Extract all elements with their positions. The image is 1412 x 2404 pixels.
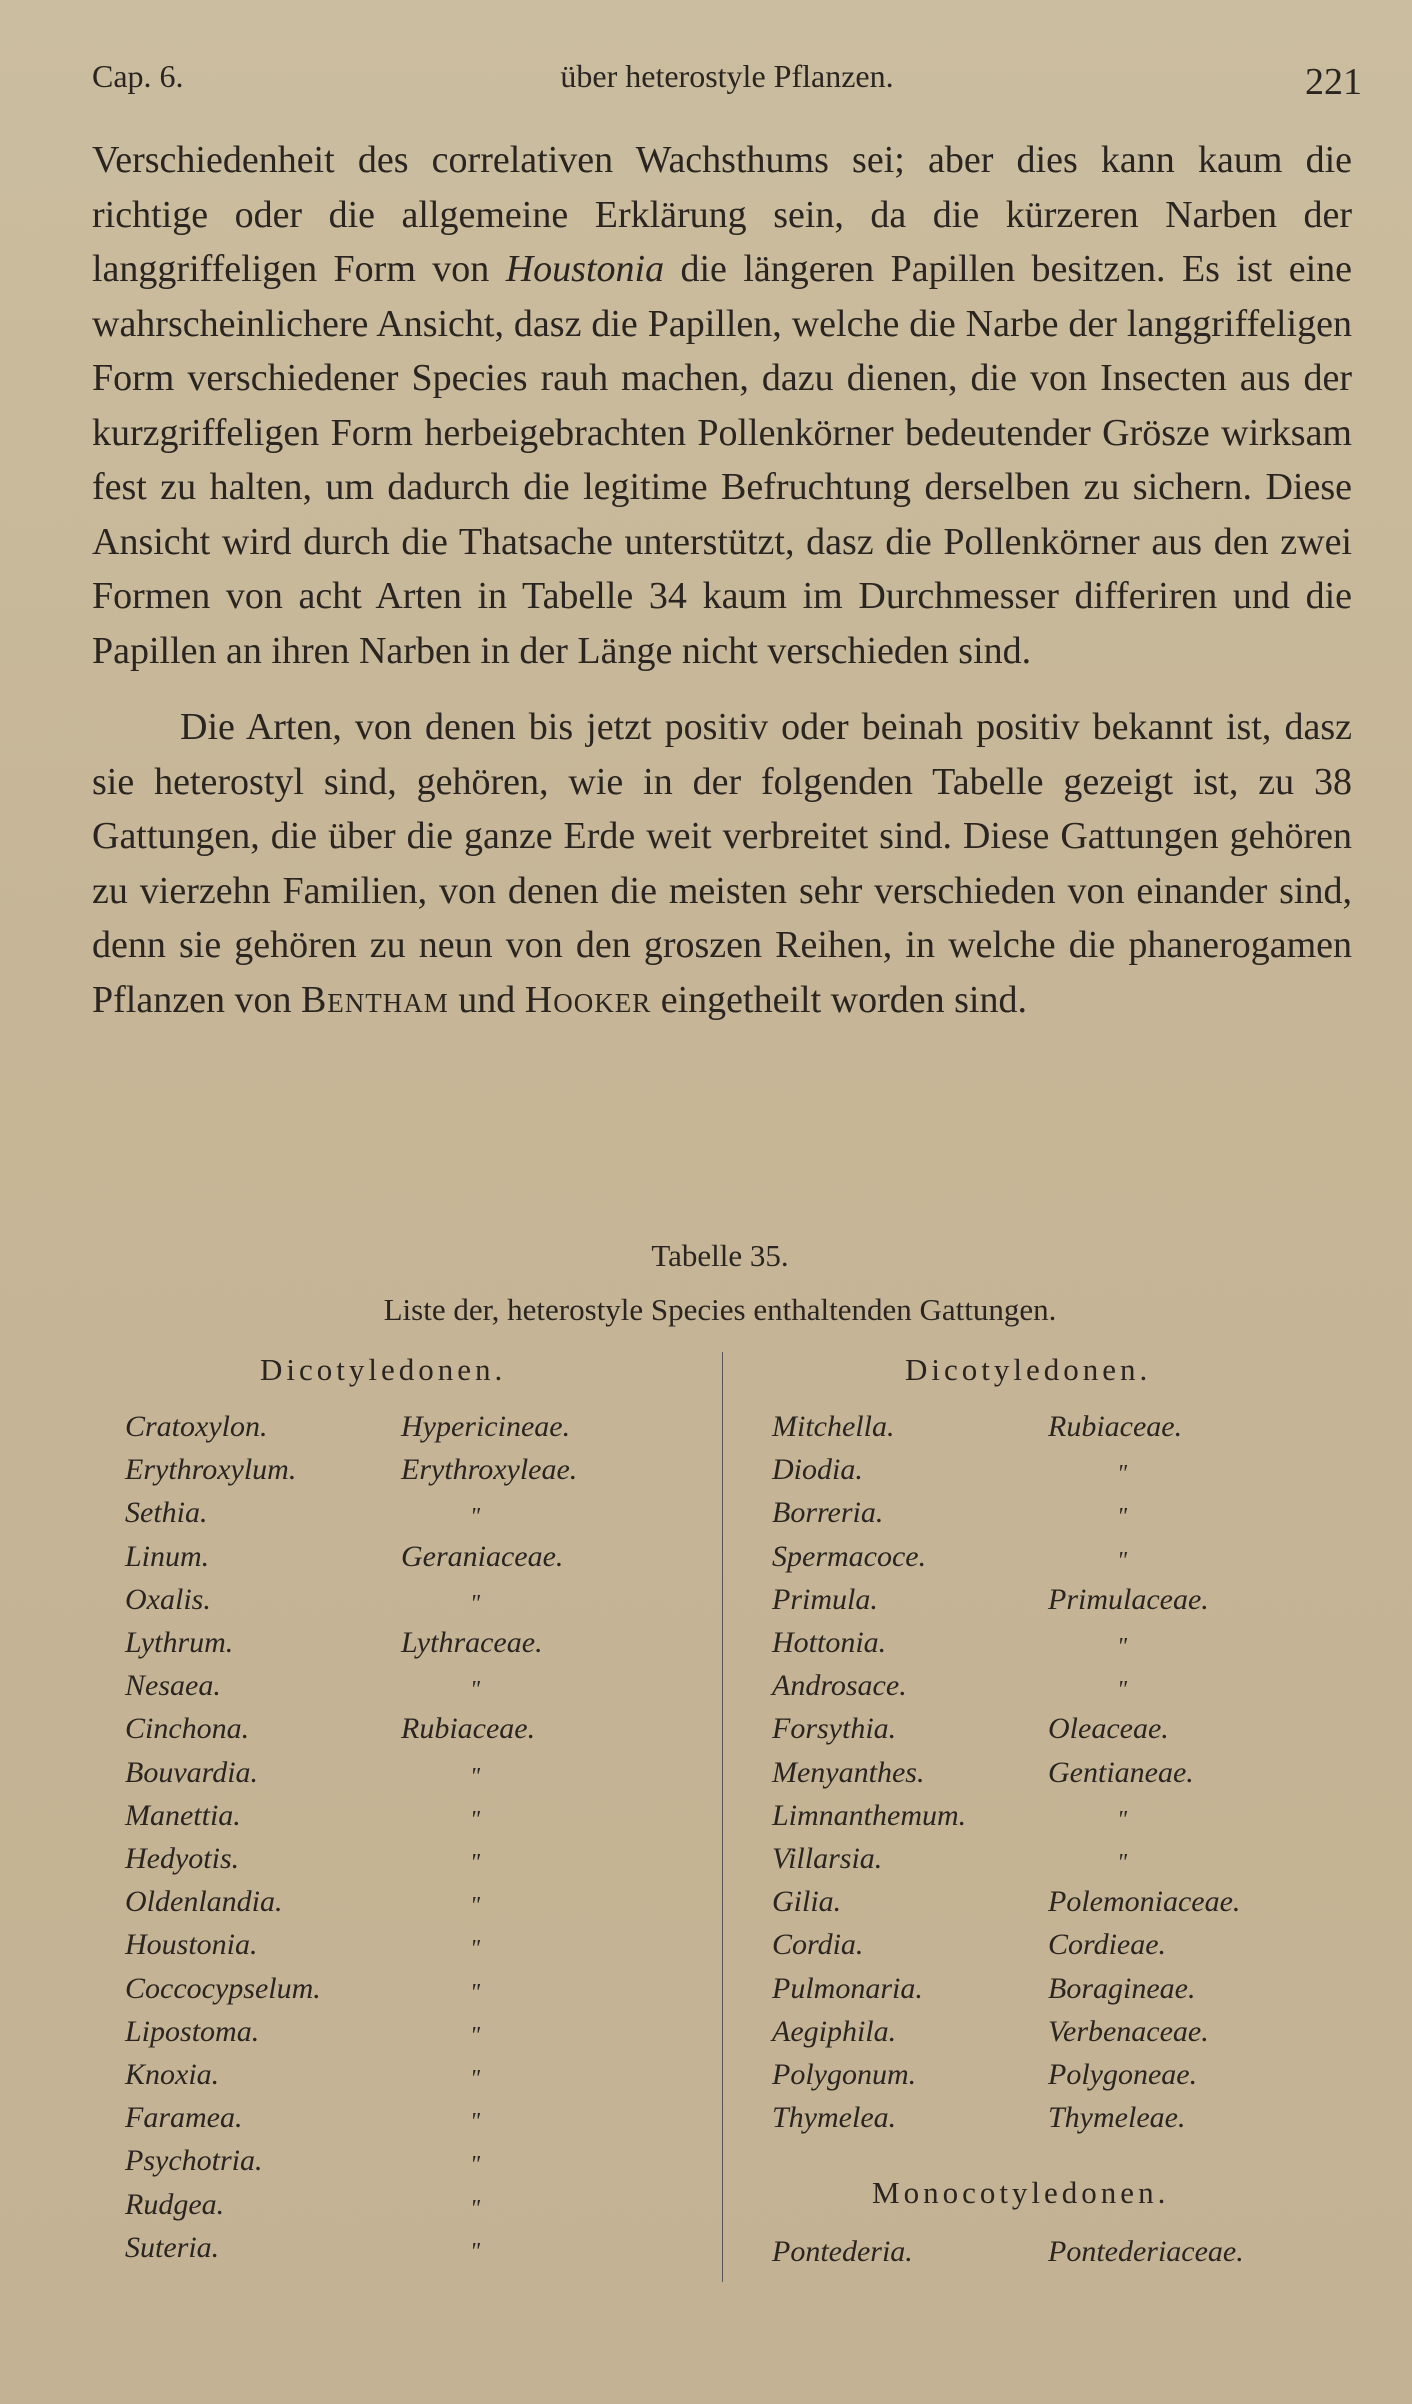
family-name: Verbenaceae. [1048,2014,1209,2048]
ditto-mark: " [470,2195,481,2222]
right-column-heading: Dicotyledonen. [905,1352,1152,1387]
genus-name: Cinchona. [125,1712,250,1746]
family-name: Gentianeae. [1048,1755,1194,1789]
ditto-mark: " [1117,1504,1128,1531]
family-name: Erythroxyleae. [401,1453,578,1487]
ditto-mark: " [470,2109,481,2136]
genus-name: Cratoxylon. [125,1410,268,1443]
genus-name: Primula. [772,1582,878,1616]
monocot-heading: Monocotyledonen. [872,2175,1170,2210]
family-name: Hypericineae. [401,1410,571,1443]
paragraph-1-text-a: Verschiedenheit des correlativen Wachsthums sei; aber dies kann kaum die richtige oder die allgemeine Erklärung sein, da die kürzeren Narben der langgriffeligen Form von [92,139,1352,290]
genus-name: Hottonia. [772,1626,887,1659]
genus-name: Pulmonaria. [772,1971,923,2005]
ditto-mark: " [1117,1806,1128,1833]
ditto-mark: " [1117,1461,1128,1488]
genus-name: Diodia. [772,1453,863,1487]
ditto-mark: " [470,1590,481,1617]
genus-name: Knoxia. [125,2058,220,2091]
genus-name: Manettia. [125,1798,241,1832]
ditto-mark: " [470,1979,481,2006]
genus-name: Forsythia. [772,1712,897,1746]
page-number: 221 [1305,61,1362,103]
family-name: Lythraceae. [401,1626,543,1659]
genus-name: Cordia. [772,1928,864,1962]
family-name: Polemoniaceae. [1048,1885,1241,1919]
ditto-mark: " [470,1763,481,1790]
paragraph-2-text-b: eingetheilt worden sind. [651,978,1027,1021]
ditto-mark: " [1117,1677,1128,1704]
genus-name: Houstonia. [125,1928,258,1962]
author-hooker: Hooker [524,978,652,1021]
ditto-mark: " [470,2152,481,2179]
genus-name: Polygonum. [772,2058,917,2091]
ditto-mark: " [470,1936,481,1963]
genus-name: Rudgea. [125,2187,225,2221]
chapter-label: Cap. 6. [92,58,184,94]
genus-name: Sethia. [125,1496,208,1530]
paragraph-2-conjunction: und [448,978,525,1021]
running-header [92,58,1362,108]
family-name: Geraniaceae. [401,1539,564,1573]
table-number: Tabelle 35. [651,1238,789,1273]
genus-name: Limnanthemum. [772,1798,967,1832]
family-name: Rubiaceae. [401,1712,536,1746]
author-bentham: Bentham [300,978,449,1021]
genus-name: Borreria. [772,1496,884,1530]
left-column-heading: Dicotyledonen. [260,1352,507,1387]
genus-name: Villarsia. [772,1842,883,1875]
ditto-mark: " [470,1677,481,1704]
ditto-mark: " [470,2066,481,2092]
genus-name: Suteria. [125,2230,220,2264]
column-divider [722,1352,723,2282]
genus-name: Oxalis. [125,1582,211,1616]
family-name: Polygoneae. [1048,2058,1198,2091]
ditto-mark: " [1117,1547,1128,1574]
body-text [92,133,1352,1027]
genus-name: Lythrum. [125,1626,234,1659]
genus-name: Faramea. [125,2101,243,2135]
paragraph-2-text-a: Die Arten, von denen bis jetzt positiv oder beinah positiv bekannt ist, dasz sie heterostyl sind, gehören, wie in der folgenden Tabelle gezeigt ist, zu 38 Gattungen, die über die ganze Erde weit verbreitet sind. Diese Gattungen gehören zu vierzehn Familien, von denen die meisten sehr verschieden von einander sind, denn sie gehören zu neun von den groszen Reihen, in welche die phanerogamen Pflanzen von [92,706,1352,1021]
family-name: Oleaceae. [1048,1712,1169,1746]
paragraph-1 [92,133,1352,678]
genus-name: Pontederia. [772,2235,913,2268]
family-name: Primulaceae. [1048,1582,1209,1616]
genus-name: Erythroxylum. [125,1453,297,1487]
genus-name: Coccocypselum. [125,1971,321,2005]
family-name: Cordieae. [1048,1928,1167,1962]
running-title: über heterostyle Pflanzen. [560,58,894,94]
genus-name: Oldenlandia. [125,1885,283,1919]
genus-name: Bouvardia. [125,1755,259,1789]
family-name: Boragineae. [1048,1971,1196,2005]
ditto-mark: " [470,1806,481,1833]
ditto-mark: " [470,1850,481,1876]
genus-name: Androsace. [772,1669,907,1703]
table-caption: Liste der, heterostyle Species enthaltenden Gattungen. [383,1292,1057,1327]
genus-name: Linum. [125,1539,210,1573]
ditto-mark: " [1117,1850,1128,1876]
genus-name: Gilia. [772,1885,842,1919]
family-name: Pontederiaceae. [1048,2235,1244,2268]
genus-name: Nesaea. [125,1669,221,1703]
genus-name: Aegiphila. [772,2014,897,2048]
genus-name: Lipostoma. [125,2014,260,2048]
paragraph-1-text-b: die längeren Papillen besitzen. Es ist eine wahrscheinlichere Ansicht, dasz die Papillen, welche die Narbe der langgriffeligen Form verschiedener Species rauh machen, dazu dienen, die von Insecten aus der kurzgriffeligen Form herbeigebrachten Pollenkörner bedeutender Grösze wirksam fest zu halten, um dadurch die legitime Befruchtung derselben zu sichern. Diese Ansicht wird durch die Thatsache unterstützt, dasz die Pollenkörner aus den zwei Formen von acht Arten in Tabelle 34 kaum im Durchmesser differiren und die Papillen an ihren Narben in der Länge nicht verschieden sind. [92,248,1352,672]
genus-name-houstonia: Houstonia [505,248,665,290]
ditto-mark: " [470,2238,481,2265]
genus-name: Psychotria. [125,2144,263,2178]
genus-name: Hedyotis. [125,1842,240,1875]
genus-name: Menyanthes. [772,1755,925,1789]
genus-name: Thymelea. [772,2101,897,2135]
ditto-mark: " [470,2022,481,2049]
family-name: Rubiaceae. [1048,1410,1183,1443]
family-name: Thymeleae. [1048,2101,1186,2135]
ditto-mark: " [470,1504,481,1531]
genus-name: Spermacoce. [772,1539,927,1573]
paragraph-2 [92,700,1352,1027]
ditto-mark: " [1117,1634,1128,1660]
genus-name: Mitchella. [772,1410,895,1443]
ditto-mark: " [470,1893,481,1920]
